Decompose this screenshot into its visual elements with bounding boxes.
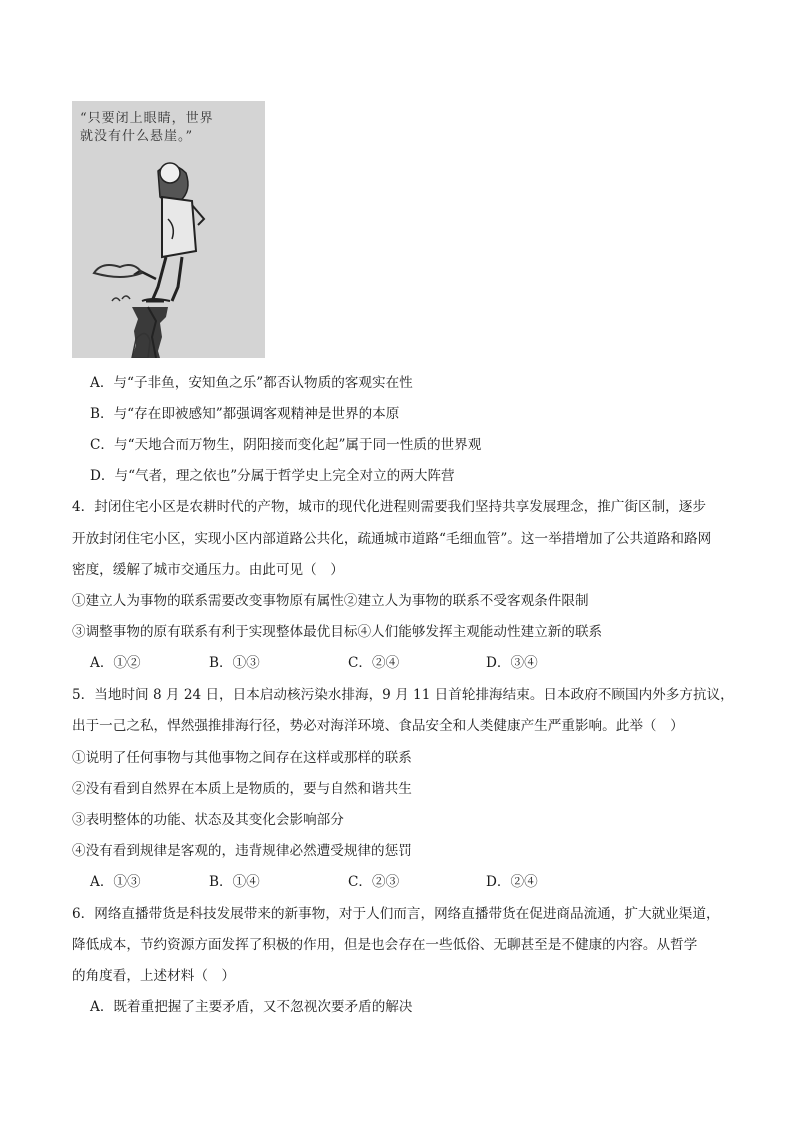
q4-statement-2: ③调整事物的原有联系有利于实现整体最优目标④人们能够发挥主观能动性建立新的联系: [72, 624, 603, 640]
q5-statement-2: ②没有看到自然界在本质上是物质的，要与自然和谐共生: [72, 781, 412, 797]
q6-stem-line1: 6．网络直播带货是科技发展带来的新事物，对于人们而言，网络直播带货在促进商品流通，扩大就业渠道，: [72, 906, 720, 922]
q4-stem-line3: 密度，缓解了城市交通压力。由此可见（ ）: [72, 562, 344, 578]
q5-choice-b: B．①④: [209, 874, 260, 890]
q5-choice-d: D．②④: [486, 874, 538, 890]
cartoon-caption-line2: 就没有什么悬崖。”: [80, 129, 194, 144]
q5-stem-line2: 出于一己之私，悍然强推排海行径，势必对海洋环境、食品安全和人类健康产生严重影响。此举（ ）: [72, 718, 684, 734]
cartoon-illustration: [72, 101, 265, 358]
q4-choice-b: B．①③: [209, 655, 260, 671]
q3-option-c: C．与“天地合而万物生，阴阳接而变化起”属于同一性质的世界观: [90, 437, 482, 453]
q5-choice-c: C．②③: [348, 874, 400, 890]
q3-option-d: D．与“气者，理之依也”分属于哲学史上完全对立的两大阵营: [90, 468, 455, 484]
q4-choice-c: C．②④: [348, 655, 400, 671]
q6-stem-line2: 降低成本，节约资源方面发挥了积极的作用，但是也会存在一些低俗、无聊甚至是不健康的内容。从哲学: [72, 937, 698, 953]
q3-option-b: B．与“存在即被感知”都强调客观精神是世界的本原: [90, 406, 400, 422]
cartoon-caption-line1: “只要闭上眼睛，世界: [80, 111, 214, 126]
q4-stem-line2: 开放封闭住宅小区，实现小区内部道路公共化，疏通城市道路“毛细血管”。这一举措增加了公共道路和路网: [72, 531, 712, 547]
q4-statement-1: ①建立人为事物的联系需要改变事物原有属性②建立人为事物的联系不受客观条件限制: [72, 593, 589, 609]
q6-stem-line3: 的角度看，上述材料（ ）: [72, 968, 236, 984]
q4-choice-a: A．①②: [90, 655, 141, 671]
q6-option-a: A．既着重把握了主要矛盾，又不忽视次要矛盾的解决: [90, 999, 413, 1015]
q5-statement-4: ④没有看到规律是客观的，违背规律必然遭受规律的惩罚: [72, 843, 412, 859]
q4-stem-line1: 4．封闭住宅小区是农耕时代的产物，城市的现代化进程则需要我们坚持共享发展理念，推广街区制，逐步: [72, 499, 706, 515]
q5-choice-a: A．①③: [90, 874, 141, 890]
q4-choice-d: D．③④: [486, 655, 538, 671]
q5-stem-line1: 5．当地时间 8 月 24 日，日本启动核污染水排海，9 月 11 日首轮排海结束。日本政府不顾国内外多方抗议，: [72, 687, 734, 703]
q5-statement-1: ①说明了任何事物与其他事物之间存在这样或那样的联系: [72, 750, 412, 766]
q5-statement-3: ③表明整体的功能、状态及其变化会影响部分: [72, 812, 344, 828]
q3-option-a: A．与“子非鱼，安知鱼之乐”都否认物质的客观实在性: [90, 375, 413, 391]
